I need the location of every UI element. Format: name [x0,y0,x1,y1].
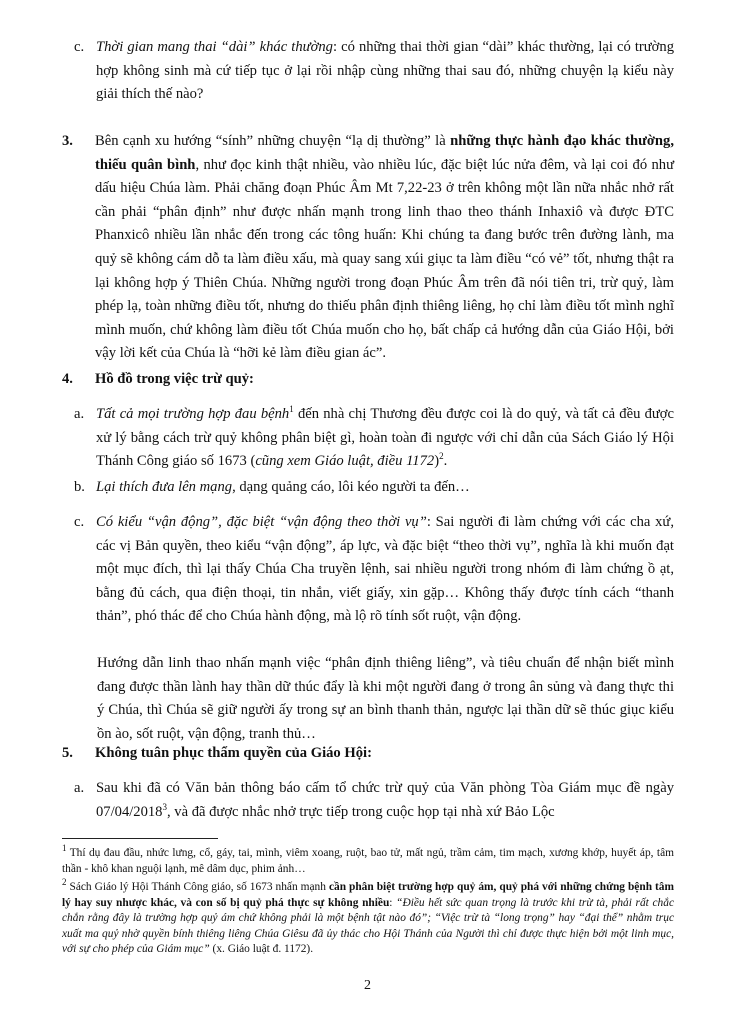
footnote-quote: “Điều hết sức quan trọng là trước khi trừ tà, phải rất chắc chắn rằng đây là trường hợp quỷ ám chứ không phải là một bệnh tật nào đó”; “Việc trừ tà “long trọng” hay “đại thể” nhằm trục xuất ma quỷ nhờ quyền bính thiêng liêng Chúa Giêsu đã ủy thác cho Hội Thánh của Người thì chỉ được thực hiện bởi một linh mục, với sự cho phép của Giám mục” [62,896,675,956]
section-5-heading [62,742,674,766]
list-label: a. [74,406,85,422]
list-label: a. [74,780,85,796]
list-label: c. [74,514,85,530]
body-text: đến nhà chị Thương đều được coi là do quỷ, và tất cả đều được xử lý bằng cách trừ quỷ không phân biệt gì, hoàn toàn đi ngược với chỉ dẫn của Sách Giáo lý Hội Thánh Công giáo số 1673 ( [96,406,674,470]
italic-lead: Có kiểu “vận động”, đặc biệt “vận động theo thời vụ” [96,514,427,530]
list-text [96,476,674,500]
italic-lead: Thời gian mang thai “dài” khác thường [96,39,333,55]
footnote-2 [62,877,675,958]
body-text: , dạng quảng cáo, lôi kéo người ta đến… [232,479,470,495]
body-text: . [443,453,448,470]
section-4-paragraph: Hướng dẫn linh thao nhấn mạnh việc “phân định thiêng liêng”, và tiêu chuẩn để nhận biết mình đang được thần lành hay thần dữ thúc đẩy là khi một người đang ở trong ân sủng và đang thực thi ý Chúa, thì Chúa sẽ giữ người ấy trong sự an bình thanh thản, ngược lại thần dữ sẽ thúc giục kiểu ồn ào, sốt ruột, vận động, tranh thủ… [97,655,674,742]
list-item-4b [74,476,674,500]
list-text [96,36,674,107]
section-text [95,130,674,366]
footnote-text: Thí dụ đau đầu, nhức lưng, cổ, gáy, tai, mình, viêm xoang, ruột, bao tử, mất ngủ, trầm cảm, tim mạch, xương khớp, huyết áp, tâm thần - khô khan nguội lạnh, mê dâm dục, phim ảnh… [62,847,674,875]
body-text: : Sai người đi làm chứng với các cha xứ, các vị Bản quyền, theo kiểu “vận động”, áp lực, và đặc biệt “theo thời vụ”, nghĩa là khi muốn đạt một mục đích, thì lại thấy Chúa Cha truyền lệnh, sai nhiều người trong nhóm đi làm chứng ồ ạt, bằng đủ cách, qua điện thoại, tin nhắn, viết giấy, xin gặp… Không thấy được tính cách “thanh thản”, phó thác để cho Chúa hành động, mà lộ rõ tính sốt ruột, vận động. [96,514,674,625]
page-number: 2 [364,978,371,993]
footnote-mark: 1 [62,843,67,854]
section-4-heading [62,368,674,392]
list-label: c. [74,39,85,55]
footnote-1 [62,843,674,877]
list-text [96,403,674,474]
footnote-bold: cần phân biệt trường hợp quỷ ám, quỷ phá với những chứng bệnh tâm lý hay suy nhược khác, và con số bị quỷ phá thực sự không nhiều [62,881,674,909]
footnote-text: : [389,896,397,909]
section-heading: Không tuân phục thẩm quyền của Giáo Hội: [95,745,372,761]
list-item-4a [74,403,674,474]
body-text: Sau khi đã có Văn bản thông báo cấm tổ chức trừ quỷ của Văn phòng Tòa Giám mục đề ngày 07/04/2018 [96,780,674,820]
body-text: Bên cạnh xu hướng “sính” những chuyện “lạ dị thường” là [95,133,451,149]
body-text: , như đọc kinh thật nhiều, vào nhiều lúc, đặc biệt lúc nửa đêm, và lại coi đó như dấu hiệu Chúa làm. Phải chăng đoạn Phúc Âm Mt 7,22-23 ở trên không một lần nữa nhắc nhở rất cần phải “phân định” như được nhấn mạnh trong linh thao theo thánh Inhaxiô và được ĐTC Phanxicô nhiều lần nhắc đến trong các tông huấn: Khi chúng ta đang bước trên đường lành, ma quỷ sẽ không cám dỗ ta làm điều xấu, mà quay sang xúi giục ta làm điều “có vẻ” tốt, nhưng thật ra lại không hợp ý Thiên Chúa. Những người trong đoạn Phúc Âm trên đã nói tiên tri, trừ quỷ, làm phép lạ, toàn những điều tốt, nhưng do thiếu phân định thiêng liêng, họ chỉ làm điều tốt mình nghĩ mình muốn, chứ không làm điều tốt Chúa muốn cho họ, bất chấp cả hướng dẫn của Giáo Hội, bởi vậy lời kết của Chúa là “hỡi kẻ làm điều gian ác”. [95,156,674,362]
section-heading: Hồ đồ trong việc trừ quỷ: [95,371,254,387]
list-text [96,777,674,824]
bold-phrase: những thực hành đạo khác thường, thiếu quân bình [95,133,674,173]
section-number: 5. [62,745,73,761]
list-item-5a [74,777,674,824]
body-text: , và đã được nhắc nhở trực tiếp trong cuộc họp tại nhà xứ Bảo Lộc [166,803,555,820]
section-number: 3. [62,133,73,149]
footnote-ref[interactable]: 3 [162,801,167,812]
section-number: 4. [62,371,73,387]
list-text [96,511,674,629]
list-label: b. [74,479,85,495]
footnote-mark: 2 [62,877,67,888]
footnote-ref[interactable]: 1 [289,404,294,415]
footnote-divider [62,838,218,839]
footnote-ref[interactable]: 2 [439,451,444,462]
section-3 [62,130,674,366]
italic-ref: cũng xem Giáo luật, điều 1172 [255,453,435,470]
body-text: ) [434,453,440,470]
list-item-4c [74,511,674,629]
italic-lead: Lại thích đưa lên mạng [96,479,233,495]
footnote-text: (x. Giáo luật đ. 1172). [209,943,314,956]
body-text: : có những thai thời gian “dài” khác thường, lại có trường hợp không sinh mà cứ tiếp tục ở lại rồi nhập cùng những thai sau đó, những chuyện lạ kiểu này giải thích thế nào? [96,39,674,103]
italic-lead: Tất cả mọi trường hợp đau bệnh [96,406,290,422]
list-item-c-pregnancy [74,36,674,107]
footnote-text: Sách Giáo lý Hội Thánh Công giáo, số 1673 nhấn mạnh [66,881,329,893]
